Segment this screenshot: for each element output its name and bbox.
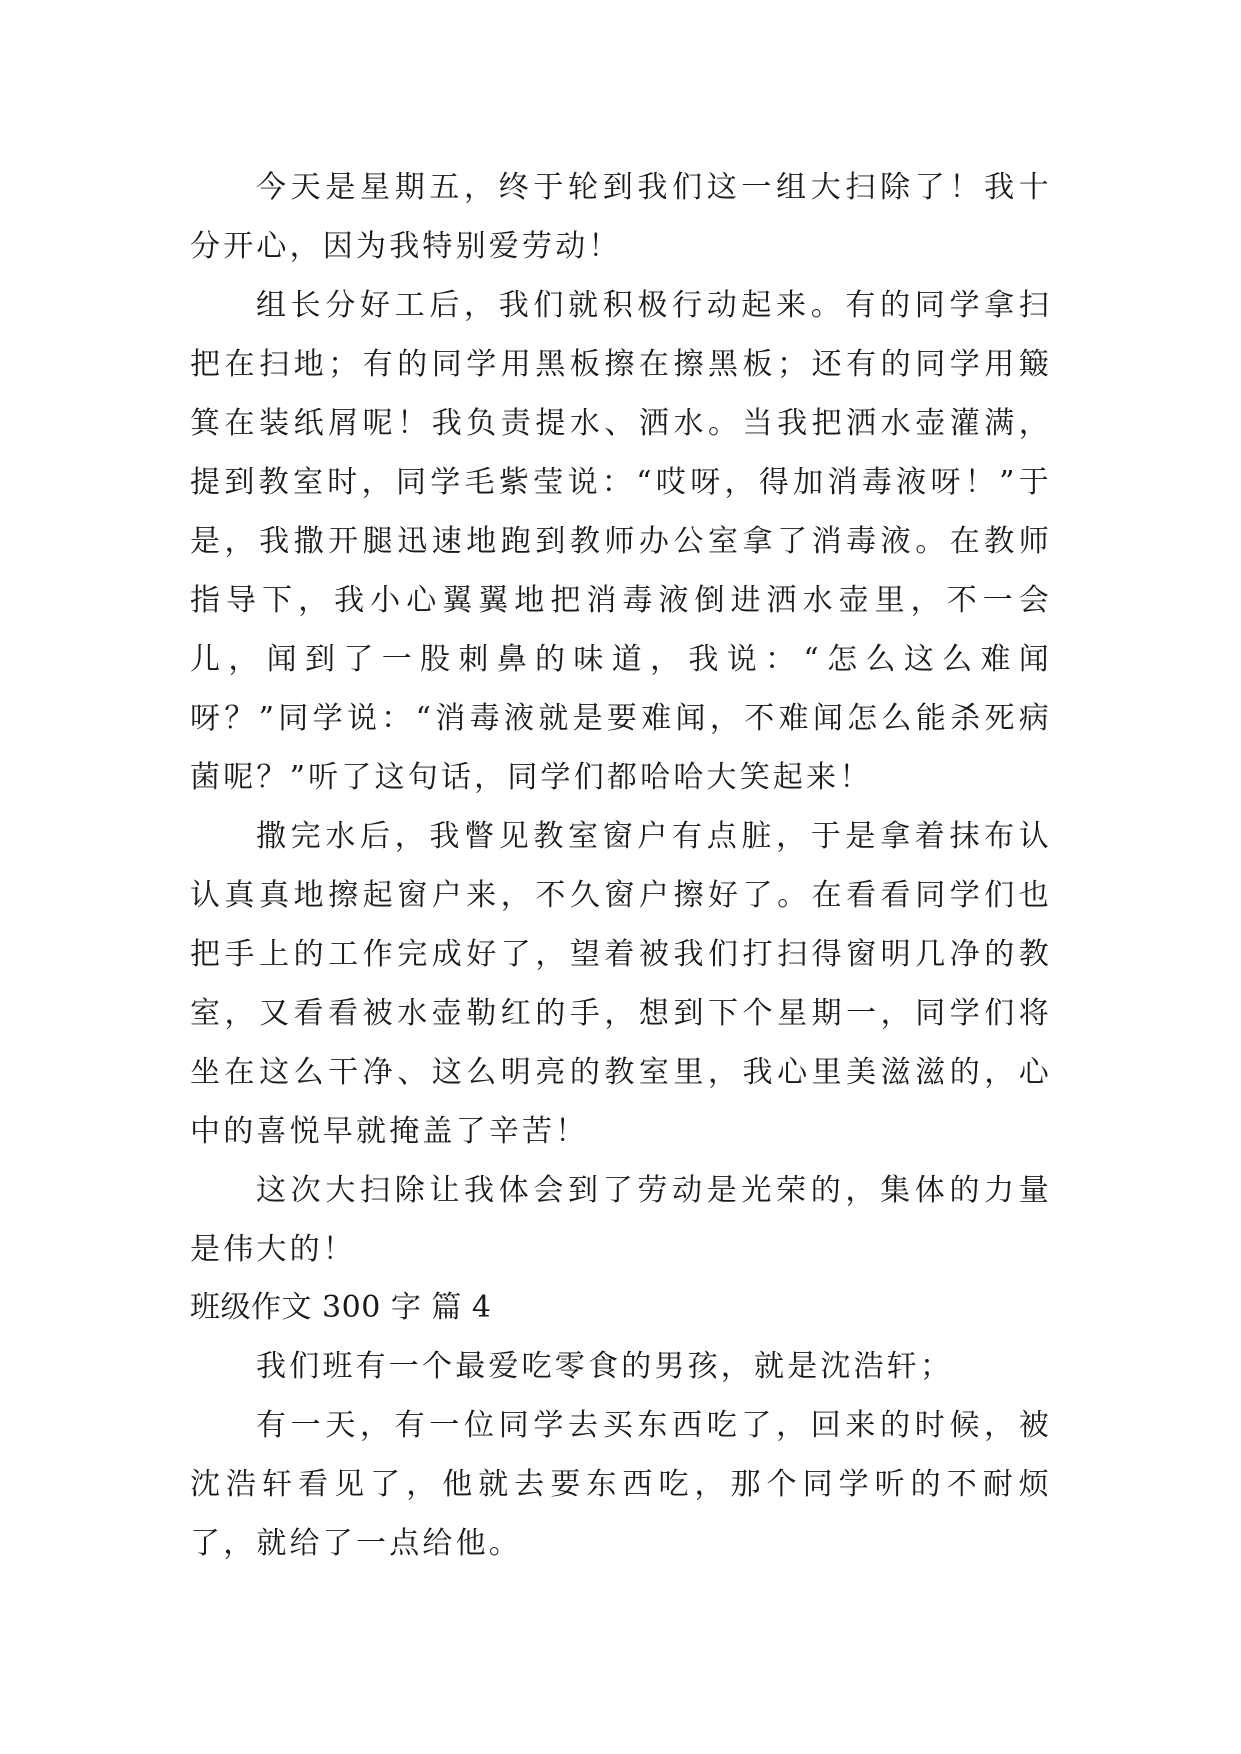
paragraph-cleaning-windows: 撒完水后，我瞥见教室窗户有点脏，于是拿着抹布认认真真地擦起窗户来，不久窗户擦好了。在看看同学们也把手上的工作完成好了，望着被我们打扫得窗明几净的教室，又看看被水壶勒红的手，想到下个星期一，同学们将坐在这么干净、这么明亮的教室里，我心里美滋滋的，心中的喜悦早就掩盖了辛苦！ [190,819,1052,1149]
section-heading: 班级作文 300 字 篇 4 [190,1290,492,1325]
paragraph-cleaning-conclusion: 这次大扫除让我体会到了劳动是光荣的，集体的力量是伟大的！ [190,1173,1052,1267]
paragraph-snack-boy: 我们班有一个最爱吃零食的男孩，就是沈浩轩； [256,1349,954,1384]
paragraph-snack-story: 有一天，有一位同学去买东西吃了，回来的时候，被沈浩轩看见了，他就去要东西吃，那个同学听的不耐烦了，就给了一点给他。 [190,1408,1052,1561]
paragraph-cleaning-intro: 今天是星期五，终于轮到我们这一组大扫除了！我十分开心，因为我特别爱劳动！ [190,170,1052,264]
paragraph-cleaning-tasks: 组长分好工后，我们就积极行动起来。有的同学拿扫把在扫地；有的同学用黑板擦在擦黑板；还有的同学用簸箕在装纸屑呢！我负责提水、洒水。当我把洒水壶灌满，提到教室时，同学毛紫莹说：“哎呀，得加消毒液呀！”于是，我撒开腿迅速地跑到教师办公室拿了消毒液。在教师指导下，我小心翼翼地把消毒液倒进洒水壶里，不一会儿，闻到了一股刺鼻的味道，我说：“怎么这么难闻呀？”同学说：“消毒液就是要难闻，不难闻怎么能杀死病菌呢？”听了这句话，同学们都哈哈大笑起来！ [190,288,1052,795]
document-body [190,158,1052,1573]
